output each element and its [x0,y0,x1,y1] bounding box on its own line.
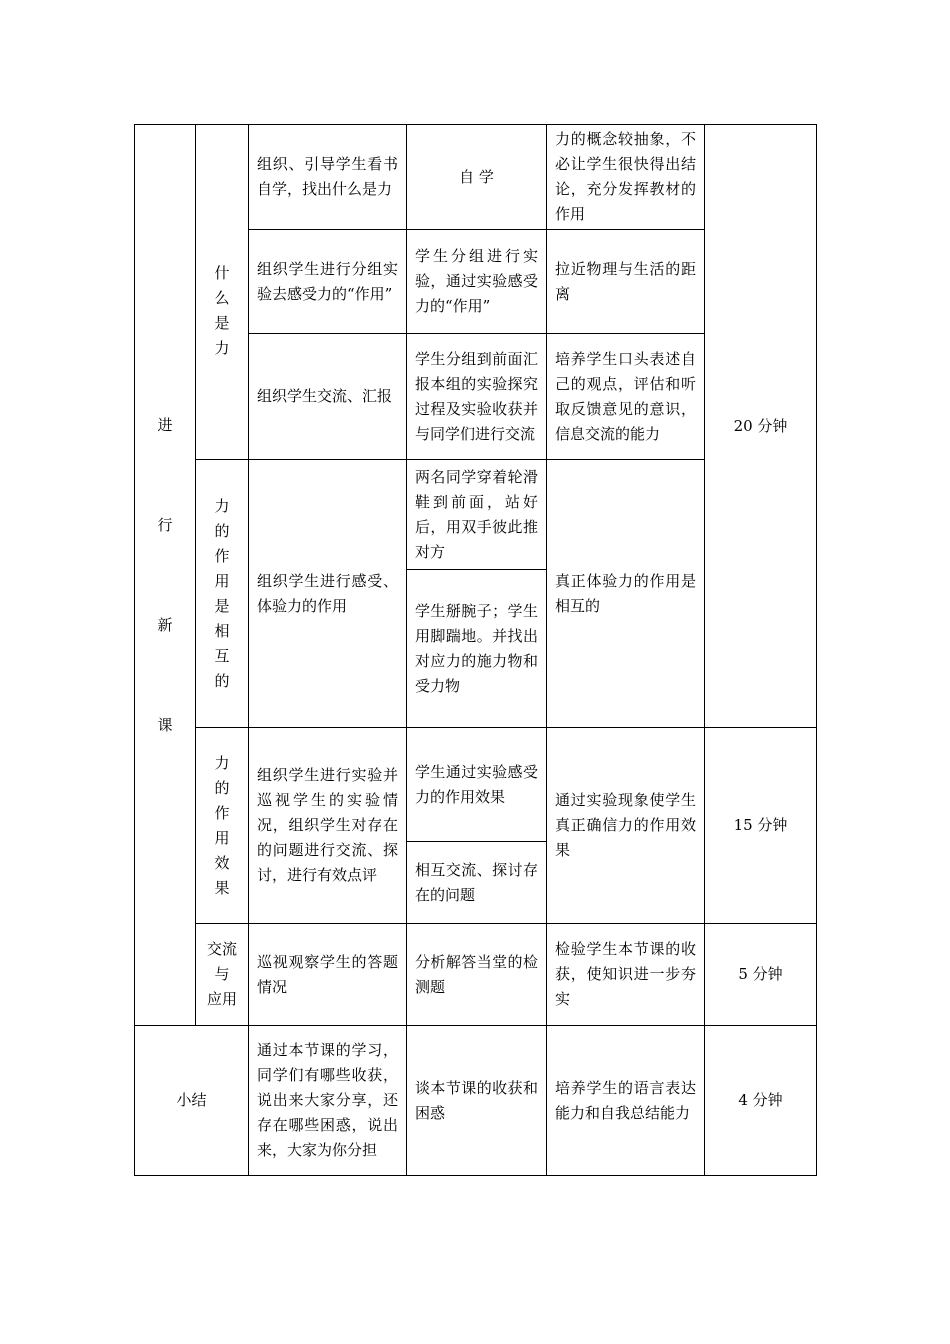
student-activity: 相互交流、探讨存在的问题 [407,842,547,924]
student-activity: 学生通过实验感受力的作用效果 [407,728,547,842]
group-label-exchange: 交流 与 应用 [196,924,249,1026]
design-intent: 真正体验力的作用是相互的 [547,460,705,728]
student-activity: 两名同学穿着轮滑鞋到前面，站好后，用双手彼此推对方 [407,460,547,570]
group-label-mutual-force: 力 的 作 用 是 相 互 的 [196,460,249,728]
section-label-new-lesson: 进 行 新 课 [135,125,196,1026]
teacher-activity: 组织学生交流、汇报 [249,334,407,460]
student-activity: 学生掰腕子；学生用脚踹地。并找出对应力的施力物和受力物 [407,570,547,728]
group-label-force-effect: 力 的 作 用 效 果 [196,728,249,924]
design-intent: 培养学生的语言表达能力和自我总结能力 [547,1026,705,1176]
design-intent: 检验学生本节课的收获，使知识进一步夯实 [547,924,705,1026]
design-intent: 培养学生口头表述自己的观点，评估和听取反馈意见的意识，信息交流的能力 [547,334,705,460]
table-row [135,728,817,842]
teacher-activity: 通过本节课的学习，同学们有哪些收获，说出来大家分享，还存在哪些困惑，说出来，大家为你分担 [249,1026,407,1176]
time-allocation: 4 分钟 [705,1026,817,1176]
table-row [135,1026,817,1176]
student-activity: 谈本节课的收获和困惑 [407,1026,547,1176]
table-row [135,924,817,1026]
student-activity: 学生分组到前面汇报本组的实验探究过程及实验收获并与同学们进行交流 [407,334,547,460]
time-allocation: 5 分钟 [705,924,817,1026]
student-activity: 分析解答当堂的检测题 [407,924,547,1026]
time-allocation: 20 分钟 [705,125,817,728]
teacher-activity: 巡视观察学生的答题情况 [249,924,407,1026]
design-intent: 力的概念较抽象，不必让学生很快得出结论，充分发挥教材的作用 [547,125,705,230]
teacher-activity: 组织学生进行感受、体验力的作用 [249,460,407,728]
lesson-plan-table [134,124,817,1176]
summary-label: 小结 [135,1026,249,1176]
student-activity: 自 学 [407,125,547,230]
design-intent: 通过实验现象使学生真正确信力的作用效果 [547,728,705,924]
time-allocation: 15 分钟 [705,728,817,924]
design-intent: 拉近物理与生活的距离 [547,230,705,334]
teacher-activity: 组织学生进行分组实验去感受力的“作用” [249,230,407,334]
teacher-activity: 组织、引导学生看书自学，找出什么是力 [249,125,407,230]
teacher-activity: 组织学生进行实验并巡视学生的实验情况，组织学生对存在的问题进行交流、探讨，进行有效点评 [249,728,407,924]
group-label-what-is-force: 什 么 是 力 [196,125,249,460]
table-row [135,125,817,230]
student-activity: 学生分组进行实验，通过实验感受力的“作用” [407,230,547,334]
